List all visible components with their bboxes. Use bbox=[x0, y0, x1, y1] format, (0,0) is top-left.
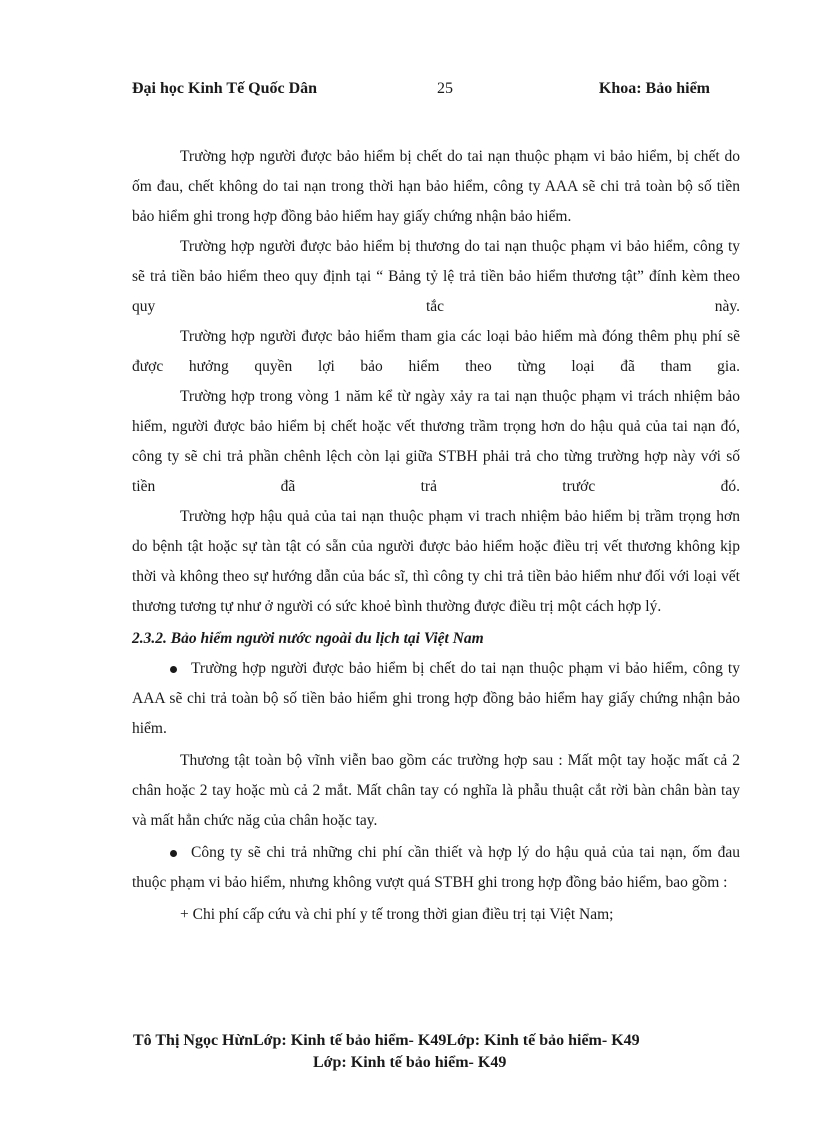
header-faculty: Khoa: Bảo hiểm bbox=[598, 80, 710, 97]
paragraph-permanent-disability: Thương tật toàn bộ vĩnh viễn bao gồm các trường hợp sau : Mất một tay hoặc mất cả 2 chân hoặc 2 tay hoặc mù cả 2 mắt. Mất chân tay có nghĩa là phẫu thuật cắt rời bàn chân bàn tay và mất hẳn chức năg của chân hoặc tay. bbox=[132, 752, 740, 829]
paragraph-extra-premium: Trường hợp người được bảo hiểm tham gia các loại bảo hiểm mà đóng thêm phụ phí sẽ được hưởng quyền lợi bảo hiểm theo từng loại đã tham gia. bbox=[132, 328, 740, 375]
document-body bbox=[132, 142, 740, 930]
section-heading: 2.3.2. Bảo hiểm người nước ngoài du lịch tại Việt Nam bbox=[132, 630, 484, 647]
page-number: 25 bbox=[437, 80, 453, 97]
header-university: Đại học Kinh Tế Quốc Dân bbox=[132, 80, 318, 97]
footer-class-line: Lớp: Kinh tế bảo hiểm- K49 bbox=[313, 1054, 507, 1071]
bullet-text: Trường hợp người được bảo hiểm bị chết do tai nạn thuộc phạm vi bảo hiểm, công ty AAA sẽ chi trả toàn bộ số tiền bảo hiểm ghi trong hợp đồng bảo hiểm hay giấy chứng nhận bảo hiểm. bbox=[132, 660, 740, 737]
paragraph-medical-costs: + Chi phí cấp cứu và chi phí y tế trong thời gian điều trị tại Việt Nam; bbox=[180, 906, 614, 923]
bullet-text: Công ty sẽ chi trả những chi phí cần thiết và hợp lý do hậu quả của tai nạn, ốm đau thuộc phạm vi bảo hiểm, nhưng không vượt quá STBH ghi trong hợp đồng bảo hiểm, bao gồm : bbox=[132, 844, 740, 891]
paragraph-aggravation: Trường hợp hậu quả của tai nạn thuộc phạm vi trach nhiệm bảo hiểm bị trầm trọng hơn do bệnh tật hoặc sự tàn tật có sẵn của người được bảo hiểm hoặc điều trị vết thương không kịp thời và không theo sự hướng dẫn của bác sĩ, thì công ty chi trả tiền bảo hiểm như đối với loại vết thương tương tự như ở người có sức khoẻ bình thường được điều trị một cách hợp lý. bbox=[132, 508, 740, 615]
footer-author-line: Tô Thị Ngọc HừnLớp: Kinh tế bảo hiểm- K49Lớp: Kinh tế bảo hiểm- K49 bbox=[133, 1032, 640, 1049]
paragraph-injury-benefit: Trường hợp người được bảo hiểm bị thương do tai nạn thuộc phạm vi bảo hiểm, công ty sẽ trả tiền bảo hiểm theo quy định tại “ Bảng tỷ lệ trả tiền bảo hiểm thương tật” đính kèm theo quy tắc này. bbox=[132, 238, 740, 315]
bullet-icon bbox=[170, 666, 177, 673]
bullet-icon bbox=[170, 850, 177, 857]
page-header bbox=[132, 80, 710, 104]
bullet-item-expenses bbox=[132, 836, 740, 898]
paragraph-one-year-rule: Trường hợp trong vòng 1 năm kể từ ngày xảy ra tai nạn thuộc phạm vi trách nhiệm bảo hiểm, người được bảo hiểm bị chết hoặc vết thương trầm trọng hơn do hậu quả của tai nạn đó, công ty sẽ chi trả phần chênh lệch còn lại giữa STBH phải trả cho từng trường hợp này với số tiền đã trả trước đó. bbox=[132, 388, 740, 495]
bullet-item-death bbox=[132, 654, 740, 744]
paragraph-death-benefit: Trường hợp người được bảo hiểm bị chết do tai nạn thuộc phạm vi bảo hiểm, bị chết do ốm đau, chết không do tai nạn trong thời hạn bảo hiểm, công ty AAA sẽ chi trả toàn bộ số tiền bảo hiểm ghi trong hợp đồng bảo hiểm hay giấy chứng nhận bảo hiểm. bbox=[132, 148, 740, 225]
